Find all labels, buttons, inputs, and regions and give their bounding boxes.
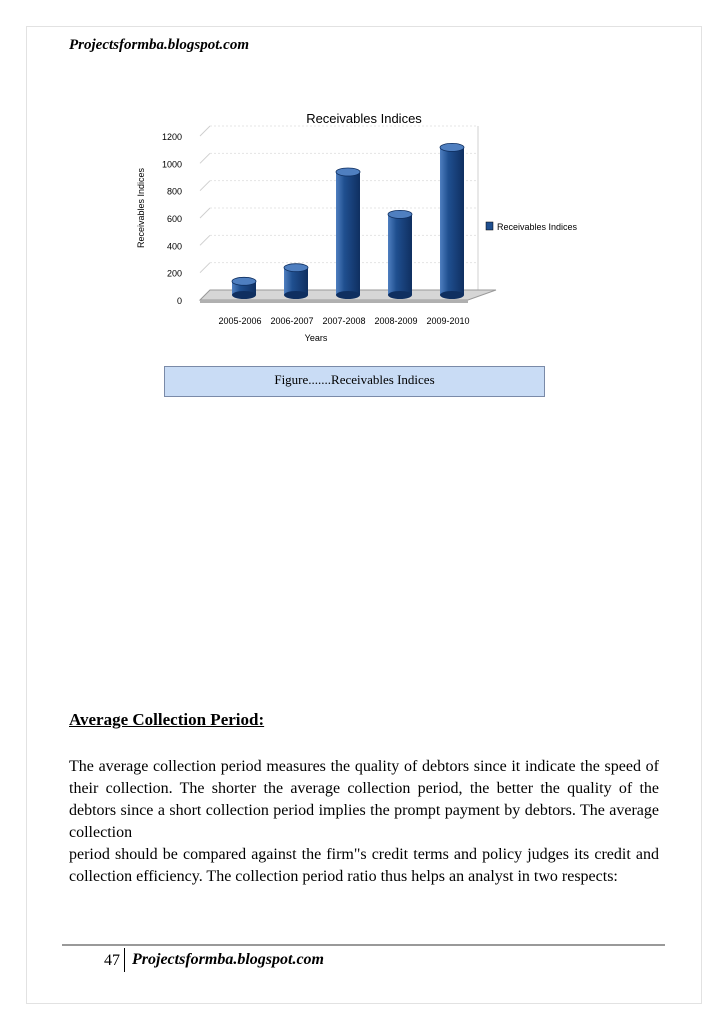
x-tick-label: 2006-2007 <box>270 316 314 326</box>
footer-divider <box>124 948 125 972</box>
legend-swatch <box>486 222 493 230</box>
paragraph-2: period should be compared against the firm"s credit terms and policy judges its credit and collection efficiency. The collection period ratio thus helps an analyst in two respects: <box>69 846 659 885</box>
gridline-depth <box>200 126 210 136</box>
y-tick-label: 400 <box>166 241 182 252</box>
gridline-depth <box>200 181 210 191</box>
bar-top <box>440 143 464 151</box>
bar-base <box>232 291 256 299</box>
x-tick-label: 2008-2009 <box>374 316 418 326</box>
section-heading: Average Collection Period: <box>69 710 265 729</box>
bar-top <box>336 168 360 176</box>
body-text <box>69 756 659 888</box>
bar-base <box>388 291 412 299</box>
gridline-depth <box>200 263 210 273</box>
bar-base <box>440 291 464 299</box>
footer-rule <box>62 944 665 946</box>
gridline-depth <box>200 235 210 245</box>
chart-svg <box>120 100 620 350</box>
receivables-chart <box>120 100 620 350</box>
gridline-depth <box>200 208 210 218</box>
gridline-depth <box>200 153 210 163</box>
x-tick-label: 2005-2006 <box>218 316 262 326</box>
header-site-name: Projectsformba.blogspot.com <box>69 37 249 53</box>
chart-title: Receivables Indices <box>306 111 422 126</box>
y-tick-label: 0 <box>176 296 182 306</box>
x-tick-label: 2009-2010 <box>426 316 470 326</box>
y-tick-label: 1200 <box>161 132 182 142</box>
footer-page-number: 47 <box>104 952 120 969</box>
figure-caption-text: Figure.......Receivables Indices <box>274 372 435 387</box>
y-tick-label: 800 <box>166 186 182 197</box>
x-axis-label: Years <box>304 333 328 343</box>
bar-base <box>336 291 360 299</box>
bar-top <box>388 210 412 218</box>
x-tick-label: 2007-2008 <box>322 316 366 326</box>
bar <box>388 214 412 295</box>
legend-label: Receivables Indices <box>497 222 578 232</box>
y-tick-label: 200 <box>166 268 182 279</box>
y-tick-label: 1000 <box>161 159 182 170</box>
figure-caption <box>164 366 545 397</box>
paragraph-1: The average collection period measures the quality of debtors since it indicate the speed of their collection. The shorter the average collection period, the better the quality of the debtors since a short collection period implies the prompt payment by debtors. The average collection <box>69 758 659 841</box>
bar-base <box>284 291 308 299</box>
y-axis-label: Receivables Indices <box>136 167 146 249</box>
chart-floor-edge <box>200 300 468 303</box>
bar-top <box>232 277 256 285</box>
bar <box>336 172 360 295</box>
bar-top <box>284 264 308 272</box>
footer-site-name: Projectsformba.blogspot.com <box>132 951 324 968</box>
y-tick-label: 600 <box>166 214 182 224</box>
bar <box>440 147 464 295</box>
